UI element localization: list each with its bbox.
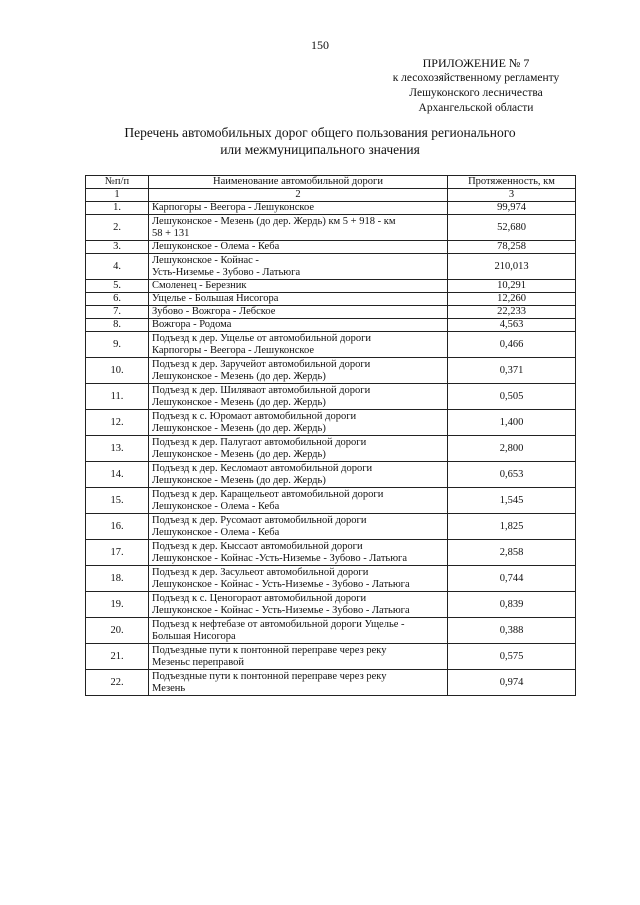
header-number: №п/п: [86, 176, 149, 189]
column-number-3: 3: [448, 189, 576, 202]
road-name-line: Подъезд к дер. Палугаот автомобильной дороги: [152, 436, 367, 448]
table-row: [86, 306, 576, 319]
row-number: 19.: [86, 592, 149, 618]
road-name-line: Лешуконское - Мезень (до дер. Жердь): [152, 448, 326, 460]
appendix-line-1: к лесохозяйственному регламенту: [392, 72, 560, 84]
road-name-line: Зубово - Вожгора - Лебское: [152, 306, 276, 317]
row-number: 4.: [86, 254, 149, 280]
table-row: [86, 254, 576, 280]
road-name: [149, 319, 448, 332]
appendix-heading: [356, 56, 596, 116]
roads-table: [85, 175, 576, 696]
road-length: 1,400: [448, 410, 576, 436]
road-name-line: Подъезд к с. Юромаот автомобильной дороги: [152, 410, 357, 422]
appendix-title: ПРИЛОЖЕНИЕ № 7: [422, 56, 530, 70]
road-name-line: Мезеньс переправой: [152, 656, 244, 668]
road-name-line: Усть-Низемье - Зубово - Латьюга: [152, 266, 301, 278]
road-length: 2,800: [448, 436, 576, 462]
row-number: 20.: [86, 618, 149, 644]
row-number: 9.: [86, 332, 149, 358]
road-name: [149, 384, 448, 410]
table-row: [86, 241, 576, 254]
table-column-numbers-row: [86, 189, 576, 202]
road-name-line: Подъезд к дер. Ущелье от автомобильной дороги: [152, 332, 372, 344]
row-number: 21.: [86, 644, 149, 670]
table-row: [86, 358, 576, 384]
page-number: 150: [311, 38, 329, 52]
road-length: 99,974: [448, 202, 576, 215]
row-number: 1.: [86, 202, 149, 215]
road-name-line: Лешуконское - Олема - Кеба: [152, 241, 280, 252]
table-row: [86, 332, 576, 358]
road-name: [149, 566, 448, 592]
table-row: [86, 566, 576, 592]
column-number-2: 2: [149, 189, 448, 202]
road-name-line: Лешуконское - Койнас - Усть-Низемье - Зубово - Латьюга: [152, 604, 410, 616]
road-name-line: Карпогоры - Веегора - Лешуконское: [152, 344, 315, 356]
road-length: 10,291: [448, 280, 576, 293]
header-length: Протяженность, км: [448, 176, 576, 189]
road-name-line: Подъезд к дер. Кесломаот автомобильной дороги: [152, 462, 373, 474]
row-number: 18.: [86, 566, 149, 592]
road-name: [149, 618, 448, 644]
table-row: [86, 319, 576, 332]
road-name-line: Подъезд к дер. Русомаот автомобильной дороги: [152, 514, 367, 526]
road-name: [149, 293, 448, 306]
road-name-line: Лешуконское - Мезень (до дер. Жердь): [152, 474, 326, 486]
road-name-line: Подъезд к дер. Каращельеот автомобильной дороги: [152, 488, 384, 500]
road-length: 22,233: [448, 306, 576, 319]
header-road-name: Наименование автомобильной дороги: [149, 176, 448, 189]
roads-table-body: [86, 202, 576, 696]
road-name-line: 58 + 131: [152, 227, 190, 239]
road-name: [149, 280, 448, 293]
table-row: [86, 462, 576, 488]
table-row: [86, 384, 576, 410]
road-name: [149, 202, 448, 215]
row-number: 2.: [86, 215, 149, 241]
road-length: 0,371: [448, 358, 576, 384]
table-row: [86, 488, 576, 514]
row-number: 10.: [86, 358, 149, 384]
road-name: [149, 215, 448, 241]
table-row: [86, 436, 576, 462]
road-name-line: Лешуконское - Мезень (до дер. Жердь) км 5 + 918 - км: [152, 215, 396, 227]
appendix-line-3: Архангельской области: [418, 102, 534, 114]
road-name-line: Лешуконское - Олема - Кеба: [152, 526, 280, 538]
table-row: [86, 202, 576, 215]
road-name-line: Подъезд к дер. Шиляваот автомобильной дороги: [152, 384, 371, 396]
road-name-line: Подъездные пути к понтонной переправе через реку: [152, 670, 387, 682]
document-title-line-1: Перечень автомобильных дорог общего пользования регионального: [124, 125, 516, 140]
road-name: [149, 670, 448, 696]
table-row: [86, 670, 576, 696]
table-row: [86, 644, 576, 670]
road-name: [149, 488, 448, 514]
table-row: [86, 215, 576, 241]
table-row: [86, 592, 576, 618]
table-row: [86, 410, 576, 436]
road-length: 0,388: [448, 618, 576, 644]
row-number: 3.: [86, 241, 149, 254]
row-number: 16.: [86, 514, 149, 540]
road-name-line: Карпогоры - Веегора - Лешуконское: [152, 202, 315, 213]
road-length: 0,744: [448, 566, 576, 592]
road-name: [149, 592, 448, 618]
road-name: [149, 514, 448, 540]
row-number: 14.: [86, 462, 149, 488]
road-name: [149, 254, 448, 280]
row-number: 15.: [86, 488, 149, 514]
document-title: [85, 124, 555, 158]
road-length: 0,466: [448, 332, 576, 358]
table-row: [86, 540, 576, 566]
road-length: 210,013: [448, 254, 576, 280]
row-number: 6.: [86, 293, 149, 306]
column-number-1: 1: [86, 189, 149, 202]
road-length: 0,505: [448, 384, 576, 410]
road-name-line: Смоленец - Березник: [152, 280, 247, 291]
road-name-line: Мезень: [152, 682, 186, 694]
road-name-line: Подъезд к нефтебазе от автомобильной дороги Ущелье -: [152, 618, 405, 630]
road-name: [149, 540, 448, 566]
road-length: 0,839: [448, 592, 576, 618]
road-length: 4,563: [448, 319, 576, 332]
document-title-line-2: или межмуниципального значения: [220, 142, 420, 157]
row-number: 13.: [86, 436, 149, 462]
table-row: [86, 514, 576, 540]
road-length: 12,260: [448, 293, 576, 306]
road-name: [149, 241, 448, 254]
road-name: [149, 462, 448, 488]
road-name-line: Лешуконское - Мезень (до дер. Жердь): [152, 422, 326, 434]
road-name: [149, 358, 448, 384]
table-row: [86, 280, 576, 293]
road-name-line: Вожгора - Родома: [152, 319, 232, 330]
road-name-line: Лешуконское - Олема - Кеба: [152, 500, 280, 512]
row-number: 11.: [86, 384, 149, 410]
road-name-line: Лешуконское - Койнас -Усть-Низемье - Зубово - Латьюга: [152, 552, 408, 564]
road-name-line: Лешуконское - Койнас -: [152, 254, 259, 266]
road-length: 0,575: [448, 644, 576, 670]
road-name: [149, 436, 448, 462]
road-name: [149, 410, 448, 436]
table-header-row: [86, 176, 576, 189]
row-number: 12.: [86, 410, 149, 436]
road-name-line: Лешуконское - Койнас - Усть-Низемье - Зубово - Латьюга: [152, 578, 410, 590]
road-name: [149, 644, 448, 670]
road-name-line: Большая Нисогора: [152, 630, 236, 642]
road-length: 2,858: [448, 540, 576, 566]
row-number: 5.: [86, 280, 149, 293]
road-length: 0,653: [448, 462, 576, 488]
road-name-line: Лешуконское - Мезень (до дер. Жердь): [152, 370, 326, 382]
road-name-line: Подъезд к дер. Заручейот автомобильной дороги: [152, 358, 371, 370]
appendix-line-2: Лешуконского лесничества: [409, 87, 543, 99]
road-length: 0,974: [448, 670, 576, 696]
road-length: 78,258: [448, 241, 576, 254]
table-row: [86, 293, 576, 306]
road-name-line: Подъездные пути к понтонной переправе через реку: [152, 644, 387, 656]
row-number: 17.: [86, 540, 149, 566]
row-number: 7.: [86, 306, 149, 319]
road-name-line: Ущелье - Большая Нисогора: [152, 293, 279, 304]
road-length: 1,545: [448, 488, 576, 514]
road-length: 1,825: [448, 514, 576, 540]
row-number: 8.: [86, 319, 149, 332]
road-name-line: Подъезд к дер. Кыссаот автомобильной дороги: [152, 540, 363, 552]
table-row: [86, 618, 576, 644]
road-name-line: Подъезд к дер. Засульеот автомобильной дороги: [152, 566, 369, 578]
road-name-line: Лешуконское - Мезень (до дер. Жердь): [152, 396, 326, 408]
road-name: [149, 332, 448, 358]
row-number: 22.: [86, 670, 149, 696]
road-name-line: Подъезд к с. Ценогораот автомобильной дороги: [152, 592, 367, 604]
road-length: 52,680: [448, 215, 576, 241]
road-name: [149, 306, 448, 319]
